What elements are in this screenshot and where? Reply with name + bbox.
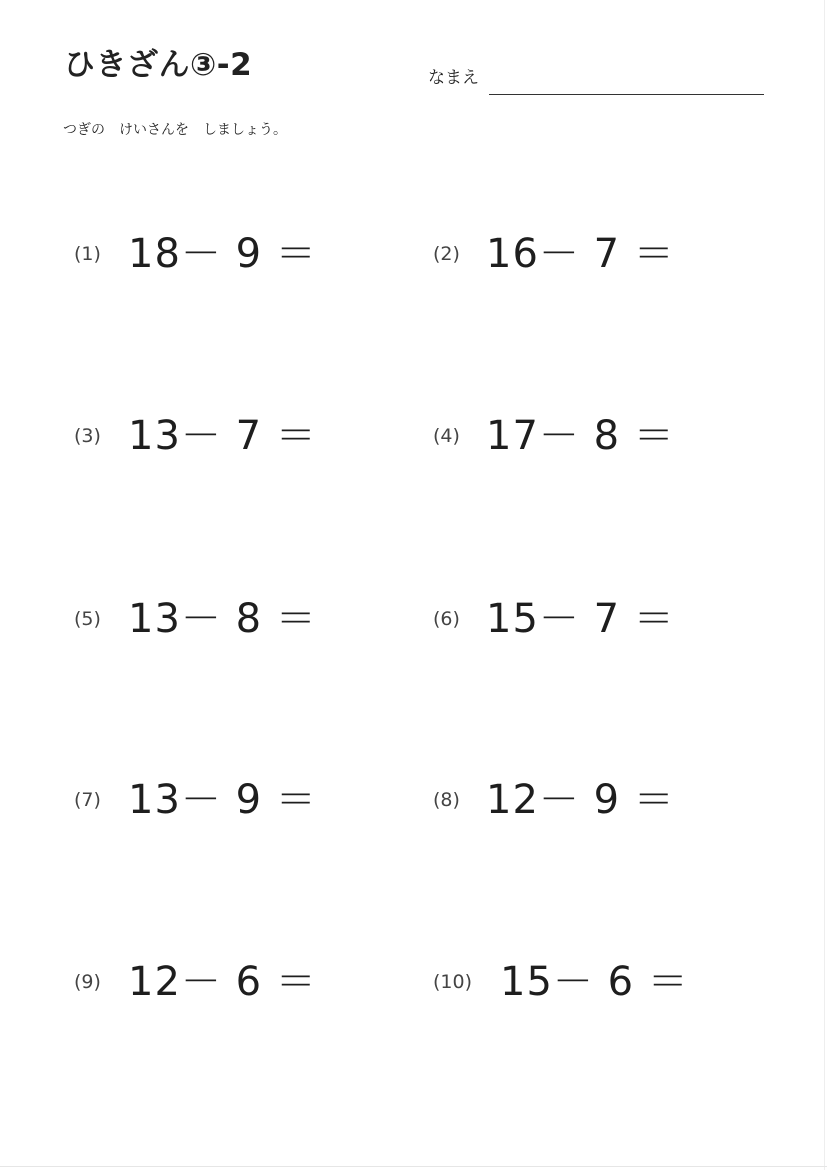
page-edge-right [824,0,825,1170]
problem-expression: 12－ 9 ＝ [486,777,675,823]
problem-number: (6) [433,608,460,630]
problem-expression: 18－ 9 ＝ [128,231,317,277]
problem-number: (8) [433,789,460,811]
problem-expression: 13－ 9 ＝ [128,777,317,823]
problem-number: (7) [74,789,101,811]
problem-number: (10) [433,971,473,993]
problem-expression: 17－ 8 ＝ [486,413,675,459]
page-edge-bottom [0,1166,827,1167]
problem-expression: 13－ 8 ＝ [128,596,317,642]
problem-expression: 16－ 7 ＝ [486,231,675,277]
problem-number: (5) [74,608,101,630]
worksheet-title: ひきざん③-2 [64,47,253,83]
problem-expression: 15－ 7 ＝ [486,596,675,642]
problem-number: (1) [74,243,101,265]
problem-number: (2) [433,243,460,265]
problem-expression: 12－ 6 ＝ [128,959,317,1005]
name-label: なまえ [428,68,479,88]
problem-number: (4) [433,425,460,447]
problem-number: (9) [74,971,101,993]
name-field-line[interactable] [489,94,764,95]
problem-expression: 15－ 6 ＝ [500,959,689,1005]
instruction-text: つぎの けいさんを しましょう。 [63,122,287,138]
problem-expression: 13－ 7 ＝ [128,413,317,459]
problem-number: (3) [74,425,101,447]
